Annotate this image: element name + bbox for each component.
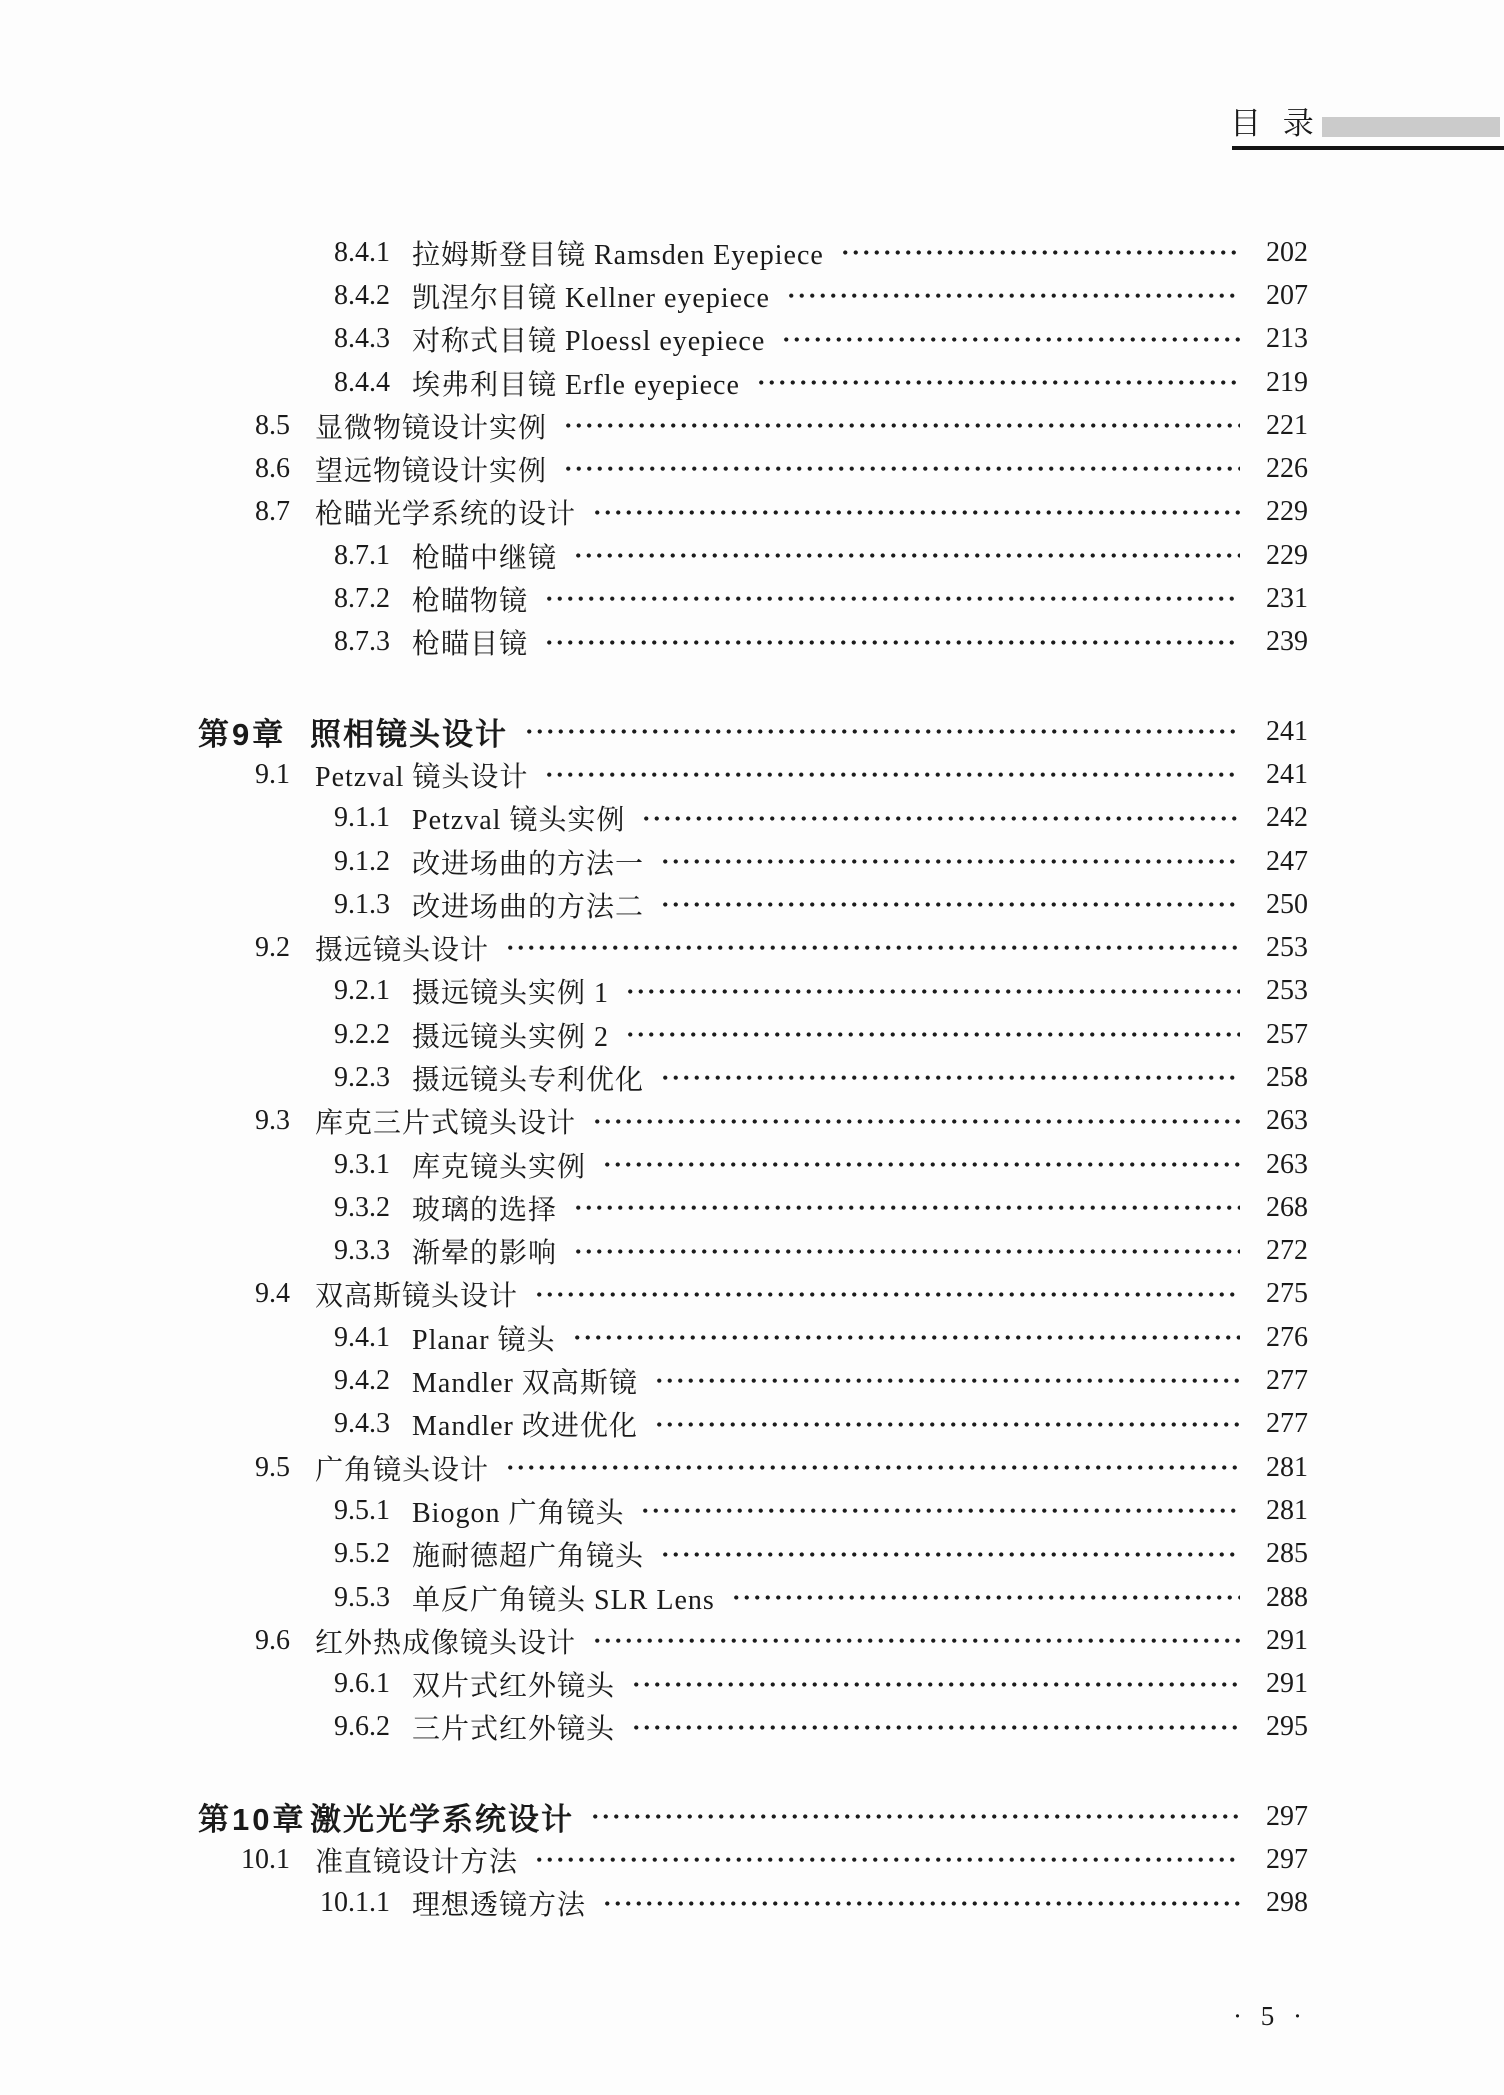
entry-page: 207 — [1266, 279, 1308, 311]
entry-title: 库克镜头实例 — [412, 1151, 587, 1183]
toc-entry — [198, 1663, 1308, 1706]
toc-entry — [198, 1013, 1308, 1056]
page-footer — [198, 1970, 1308, 2063]
toc-entry — [198, 1316, 1308, 1359]
toc-entry — [198, 534, 1308, 577]
entry-leader-dots — [522, 710, 1240, 753]
entry-title: 摄远镜头实例 1 — [412, 978, 610, 1010]
header-accent-bar — [1322, 117, 1500, 137]
toc-entry — [198, 1706, 1308, 1749]
entry-title: 渐晕的影响 — [412, 1238, 558, 1270]
entry-title: 改进场曲的方法一 — [412, 848, 645, 880]
entry-title: 凯涅尔目镜 Kellner eyepiece — [412, 282, 770, 314]
entry-number: 9.4 — [255, 1278, 290, 1310]
entry-leader-dots — [532, 1838, 1240, 1881]
entry-title: 枪瞄中继镜 — [412, 542, 558, 574]
entry-leader-dots — [542, 621, 1240, 664]
toc-entry — [198, 1230, 1308, 1273]
toc-entry — [198, 753, 1308, 796]
entry-number: 第9章 — [198, 717, 287, 753]
entry-leader-dots — [658, 883, 1240, 926]
toc-entry — [198, 1795, 1308, 1838]
toc-entry — [198, 1186, 1308, 1229]
entry-number: 9.1 — [255, 758, 290, 790]
entry-number: 9.1.1 — [334, 802, 390, 834]
entry-leader-dots — [658, 1056, 1240, 1099]
entry-title: Petzval 镜头设计 — [315, 761, 529, 793]
toc-entry — [198, 926, 1308, 969]
entry-page: 272 — [1266, 1235, 1308, 1267]
entry-page: 275 — [1266, 1278, 1308, 1310]
toc-entry — [198, 1838, 1308, 1881]
entry-leader-dots — [532, 1273, 1240, 1316]
entry-title: 广角镜头设计 — [315, 1454, 490, 1486]
toc-entry — [198, 318, 1308, 361]
footer-page-number: · 5 · — [1233, 2001, 1308, 2031]
entry-number: 8.7.1 — [334, 539, 390, 571]
toc-entry — [198, 883, 1308, 926]
entry-leader-dots — [590, 491, 1240, 534]
entry-number: 9.4.3 — [334, 1408, 390, 1440]
entry-number: 8.4.1 — [334, 236, 390, 268]
entry-number: 9.3.2 — [334, 1191, 390, 1223]
entry-number: 9.2 — [255, 932, 290, 964]
entry-leader-dots — [542, 753, 1240, 796]
toc-entry — [198, 970, 1308, 1013]
toc-entry — [198, 1056, 1308, 1099]
entry-title: 枪瞄光学系统的设计 — [315, 499, 577, 531]
entry-leader-dots — [652, 1359, 1240, 1402]
toc-entry — [198, 491, 1308, 534]
entry-page: 257 — [1266, 1018, 1308, 1050]
entry-leader-dots — [600, 1882, 1240, 1925]
entry-title: 三片式红外镜头 — [412, 1714, 616, 1746]
toc-entry — [198, 797, 1308, 840]
entry-leader-dots — [623, 970, 1240, 1013]
toc-entry — [198, 1882, 1308, 1925]
entry-leader-dots — [629, 1663, 1240, 1706]
entry-leader-dots — [571, 534, 1240, 577]
toc-entry — [198, 621, 1308, 664]
toc-list — [198, 231, 1308, 1925]
entry-page: 253 — [1266, 975, 1308, 1007]
entry-number: 8.4.4 — [334, 366, 390, 398]
entry-page: 297 — [1266, 1800, 1308, 1832]
header-rule — [1232, 146, 1504, 150]
entry-page: 277 — [1266, 1365, 1308, 1397]
entry-page: 202 — [1266, 236, 1308, 268]
toc-entry — [198, 404, 1308, 447]
entry-number: 9.3 — [255, 1105, 290, 1137]
toc-entry — [198, 1403, 1308, 1446]
entry-page: 226 — [1266, 453, 1308, 485]
toc-entry — [198, 1143, 1308, 1186]
entry-leader-dots — [542, 577, 1240, 620]
entry-number: 第10章 — [198, 1802, 307, 1838]
entry-page: 253 — [1266, 932, 1308, 964]
entry-page: 241 — [1266, 758, 1308, 790]
entry-leader-dots — [561, 404, 1240, 447]
entry-number: 10.1.1 — [320, 1887, 390, 1919]
entry-page: 268 — [1266, 1191, 1308, 1223]
entry-number: 9.2.3 — [334, 1061, 390, 1093]
entry-leader-dots — [503, 1446, 1240, 1489]
entry-page: 288 — [1266, 1581, 1308, 1613]
entry-leader-dots — [503, 926, 1240, 969]
entry-title: 单反广角镜头 SLR Lens — [412, 1584, 715, 1616]
toc-entry — [198, 840, 1308, 883]
entry-title: 摄远镜头设计 — [315, 935, 490, 967]
entry-page: 277 — [1266, 1408, 1308, 1440]
entry-leader-dots — [571, 1186, 1240, 1229]
entry-title: 埃弗利目镜 Erfle eyepiece — [412, 369, 740, 401]
entry-title: 枪瞄物镜 — [412, 586, 529, 618]
entry-title: Petzval 镜头实例 — [412, 805, 626, 837]
entry-number: 9.5 — [255, 1451, 290, 1483]
entry-page: 229 — [1266, 539, 1308, 571]
entry-leader-dots — [779, 318, 1240, 361]
entry-page: 239 — [1266, 626, 1308, 658]
toc-entry — [198, 1273, 1308, 1316]
entry-number: 8.5 — [255, 409, 290, 441]
entry-page: 213 — [1266, 323, 1308, 355]
entry-page: 298 — [1266, 1887, 1308, 1919]
entry-leader-dots — [658, 840, 1240, 883]
entry-title: Planar 镜头 — [412, 1324, 556, 1356]
entry-page: 219 — [1266, 366, 1308, 398]
entry-leader-dots — [570, 1316, 1240, 1359]
toc-entry — [198, 1576, 1308, 1619]
entry-number: 9.4.2 — [334, 1365, 390, 1397]
entry-number: 9.2.1 — [334, 975, 390, 1007]
entry-page: 231 — [1266, 583, 1308, 615]
entry-number: 8.6 — [255, 453, 290, 485]
entry-page: 297 — [1266, 1844, 1308, 1876]
entry-page: 263 — [1266, 1148, 1308, 1180]
entry-page: 241 — [1266, 715, 1308, 747]
entry-number: 10.1 — [241, 1844, 290, 1876]
entry-title: Biogon 广角镜头 — [412, 1497, 625, 1529]
entry-leader-dots — [590, 1619, 1240, 1662]
entry-number: 9.3.3 — [334, 1235, 390, 1267]
entry-number: 8.4.3 — [334, 323, 390, 355]
entry-number: 9.5.3 — [334, 1581, 390, 1613]
entry-title: 施耐德超广角镜头 — [412, 1541, 645, 1573]
entry-page: 247 — [1266, 845, 1308, 877]
entry-number: 9.4.1 — [334, 1321, 390, 1353]
entry-title: 显微物镜设计实例 — [315, 412, 548, 444]
entry-number: 9.3.1 — [334, 1148, 390, 1180]
entry-leader-dots — [729, 1576, 1240, 1619]
entry-leader-dots — [623, 1013, 1240, 1056]
entry-leader-dots — [588, 1795, 1240, 1838]
entry-page: 250 — [1266, 888, 1308, 920]
toc-entry — [198, 577, 1308, 620]
entry-title: 理想透镜方法 — [412, 1890, 587, 1922]
entry-title: 摄远镜头实例 2 — [412, 1021, 610, 1053]
entry-title: 摄远镜头专利优化 — [412, 1064, 645, 1096]
entry-leader-dots — [658, 1533, 1240, 1576]
toc-entry — [198, 1359, 1308, 1402]
entry-number: 9.1.3 — [334, 888, 390, 920]
entry-leader-dots — [561, 447, 1240, 490]
entry-page: 295 — [1266, 1711, 1308, 1743]
entry-page: 263 — [1266, 1105, 1308, 1137]
entry-page: 281 — [1266, 1494, 1308, 1526]
entry-number: 9.6.1 — [334, 1668, 390, 1700]
entry-title: 枪瞄目镜 — [412, 629, 529, 661]
header-title: 目 录 — [1230, 106, 1316, 141]
entry-number: 8.7 — [255, 496, 290, 528]
entry-title: 双高斯镜头设计 — [315, 1281, 519, 1313]
entry-page: 242 — [1266, 802, 1308, 834]
entry-leader-dots — [600, 1143, 1240, 1186]
entry-number: 9.5.2 — [334, 1538, 390, 1570]
entry-title: 改进场曲的方法二 — [412, 891, 645, 923]
entry-title: 望远物镜设计实例 — [315, 456, 548, 488]
entry-leader-dots — [571, 1230, 1240, 1273]
toc-entry — [198, 1533, 1308, 1576]
entry-title: 拉姆斯登目镜 Ramsden Eyepiece — [412, 239, 824, 271]
entry-leader-dots — [784, 274, 1240, 317]
toc-entry — [198, 1489, 1308, 1532]
entry-title: 红外热成像镜头设计 — [315, 1627, 577, 1659]
entry-number: 9.6 — [255, 1624, 290, 1656]
toc-entry — [198, 447, 1308, 490]
entry-number: 8.4.2 — [334, 279, 390, 311]
entry-number: 9.6.2 — [334, 1711, 390, 1743]
entry-leader-dots — [629, 1706, 1240, 1749]
entry-page: 291 — [1266, 1624, 1308, 1656]
entry-leader-dots — [754, 361, 1240, 404]
entry-title: 激光光学系统设计 — [310, 1802, 574, 1838]
entry-title: Mandler 改进优化 — [412, 1411, 638, 1443]
entry-title: Mandler 双高斯镜 — [412, 1368, 638, 1400]
entry-title: 照相镜头设计 — [310, 717, 508, 753]
entry-leader-dots — [838, 231, 1240, 274]
toc-entry — [198, 710, 1308, 753]
entry-title: 准直镜设计方法 — [315, 1847, 519, 1879]
entry-page: 276 — [1266, 1321, 1308, 1353]
entry-number: 9.1.2 — [334, 845, 390, 877]
toc-entry — [198, 1446, 1308, 1489]
toc-entry — [198, 274, 1308, 317]
entry-title: 玻璃的选择 — [412, 1194, 558, 1226]
entry-page: 229 — [1266, 496, 1308, 528]
entry-leader-dots — [590, 1100, 1240, 1143]
toc-entry — [198, 1619, 1308, 1662]
entry-leader-dots — [652, 1403, 1240, 1446]
entry-page: 291 — [1266, 1668, 1308, 1700]
entry-page: 258 — [1266, 1061, 1308, 1093]
toc-entry — [198, 361, 1308, 404]
entry-page: 285 — [1266, 1538, 1308, 1570]
entry-number: 9.5.1 — [334, 1494, 390, 1526]
toc-entry — [198, 1100, 1308, 1143]
entry-title: 对称式目镜 Ploessl eyepiece — [412, 326, 766, 358]
entry-page: 221 — [1266, 409, 1308, 441]
entry-page: 281 — [1266, 1451, 1308, 1483]
toc-entry — [198, 231, 1308, 274]
entry-leader-dots — [638, 1489, 1240, 1532]
entry-number: 8.7.2 — [334, 583, 390, 615]
entry-title: 库克三片式镜头设计 — [315, 1108, 577, 1140]
entry-number: 9.2.2 — [334, 1018, 390, 1050]
entry-number: 8.7.3 — [334, 626, 390, 658]
entry-leader-dots — [639, 797, 1240, 840]
entry-title: 双片式红外镜头 — [412, 1671, 616, 1703]
